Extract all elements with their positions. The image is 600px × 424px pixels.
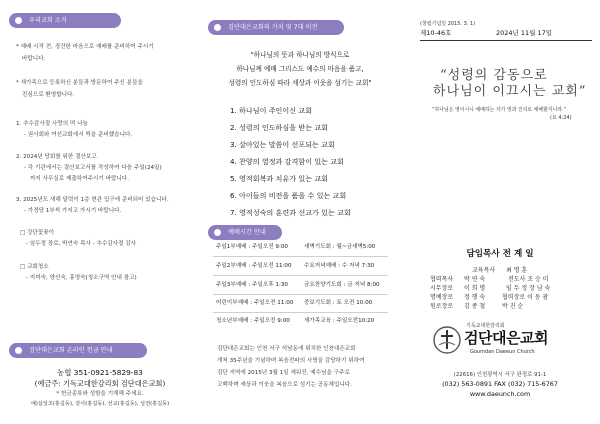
news-line: * 예배 시작 전, 경건한 마음으로 예배를 준비하여 주시기 xyxy=(16,44,154,50)
church-address: (22616) 인천광역시 서구 완정로 91-1 xyxy=(453,372,547,378)
divider xyxy=(213,256,388,257)
about-line: 개척 35주년을 기념하며 복음전파의 사명을 감당하기 위하여 xyxy=(217,358,365,364)
services-header xyxy=(208,225,282,240)
values-intro-line: 성령의 인도하심 따라 세상과 이웃을 섬기는 교회" xyxy=(228,79,372,87)
vision-item: 4. 찬양의 열정과 감격함이 있는 교회 xyxy=(230,157,344,166)
offering-example: 예)십일조(홍길동), 감사(홍길동), 선교(홍길동), 성전(홍길동) xyxy=(30,401,170,407)
bulletin-date: 2024년 11월 17일 xyxy=(496,29,553,37)
staff-name: 최 명 훈 xyxy=(506,267,528,274)
news-line: □ 강단꽃꽂이 xyxy=(20,230,55,236)
church-name-english: Goumdan Daeeun Church xyxy=(470,349,535,355)
service-time: 청소년부예배 : 주일오전 9:00 xyxy=(216,318,290,324)
bullet-icon xyxy=(15,17,22,24)
vision-item: 6. 아이들의 비전을 품을 수 있는 교회 xyxy=(230,191,347,200)
offering-note: * 헌금종류와 성함을 기재해 주세요. xyxy=(56,391,144,397)
staff-name: 정 행 숙 xyxy=(464,294,486,301)
vision-item: 1. 하나님이 주인이신 교회 xyxy=(230,106,313,115)
values-title: 검단대은교회의 가치 및 7대 비전 xyxy=(228,24,318,31)
service-time: 중보기도회 : 토 오전 10:00 xyxy=(304,300,373,306)
divider xyxy=(213,275,388,276)
service-time: 어린이부예배 : 주일오전 11:00 xyxy=(216,300,294,306)
staff-extra: 임 두 정 장 남 숙 xyxy=(506,285,551,292)
service-time: 주일2부예배 : 주일오전 11:00 xyxy=(216,263,292,269)
values-intro-line: "하나님의 뜻과 하나님의 방식으로 xyxy=(250,51,350,59)
services-title: 예배시간 안내 xyxy=(228,229,266,236)
staff-role: 시무장로 xyxy=(430,285,454,292)
service-time: 수요저녁예배 : 수 저녁 7:30 xyxy=(304,263,375,269)
news-title: 우리교회 소식 xyxy=(29,17,67,24)
vision-item: 3. 살아있는 말씀이 선포되는 교회 xyxy=(230,140,335,149)
service-time: 금요찬양기도회 : 금 저녁 8:00 xyxy=(304,282,380,288)
theme-line: “성령의 감동으로 xyxy=(440,68,548,83)
staff-role: 명예장로 xyxy=(430,294,454,301)
news-line: 진심으로 환영합니다. xyxy=(22,92,75,98)
about-line: 검단 지역에 2015년 3월 1일 세워진, 예수님을 구주로 xyxy=(217,370,350,376)
values-intro-line: 하나님께 예배 그리스도 예수의 마음을 품고, xyxy=(236,65,364,73)
senior-pastor: 담임목사 전 계 일 xyxy=(466,249,534,259)
vision-item: 5. 영적회복과 치유가 있는 교회 xyxy=(230,174,329,183)
staff-extra: 박 진 순 xyxy=(502,303,524,310)
scripture-reference: (요 4:24) xyxy=(550,115,572,121)
news-line: - 가정당 1부씩 가지고 가시기 바랍니다. xyxy=(24,208,122,214)
staff-role: 교육목사 xyxy=(472,267,496,274)
vision-item: 7. 영적성숙의 훈련과 선교가 있는 교회 xyxy=(230,208,351,217)
offering-account: 농협 351-0921-5829-83 xyxy=(57,368,143,377)
news-line: - 각 기관에서는 결산보고서를 작성하여 다음 주일(24일) xyxy=(24,165,162,171)
offering-header xyxy=(9,343,147,358)
staff-name: 박 연 숙 xyxy=(464,276,486,283)
staff-role: 원로장로 xyxy=(430,303,454,310)
news-line: 2. 2024년 당회를 위한 결산보고 xyxy=(16,154,97,160)
service-time: 주일1부예배 : 주일오전 9:00 xyxy=(216,244,288,250)
staff-name: 이 희 명 xyxy=(464,285,486,292)
staff-extra: 협력장로 이 동 광 xyxy=(502,294,549,301)
church-name: 검단대은교회 xyxy=(464,329,548,347)
news-line: □ 교회청소 xyxy=(20,264,49,270)
bullet-icon xyxy=(15,347,22,354)
staff-role: 협력목사 xyxy=(430,276,454,283)
news-header xyxy=(9,13,121,28)
bullet-icon xyxy=(214,229,221,236)
denomination: 기독교대한감리회 xyxy=(466,323,505,329)
theme-line: 하나님이 이끄시는 교회” xyxy=(433,84,587,99)
bullet-icon xyxy=(214,24,221,31)
left-panel xyxy=(0,0,200,424)
vision-item: 2. 성령의 인도하심을 받는 교회 xyxy=(230,123,329,132)
news-line: * 새가족으로 등록하신 분들과 방문하여 주신 분들을 xyxy=(16,80,143,86)
about-line: 검단대은교회는 인천 서구 석남동에 위치한 인천대은교회 xyxy=(217,346,356,352)
scripture-verse: “하나님은 영이시니 예배하는 자가 영과 진리로 예배할지니라.” xyxy=(432,107,567,113)
church-logo-icon xyxy=(433,326,461,354)
divider xyxy=(213,312,388,313)
founded-date: (창립기념일 2015. 3. 1) xyxy=(420,21,476,27)
staff-extra: 전도사 조 승 미 xyxy=(508,276,549,283)
values-header xyxy=(208,20,344,35)
news-line: 까지 사무실로 제출하여주시기 바랍니다. xyxy=(30,176,129,182)
service-time: 새벽기도회 : 월~금새벽5:00 xyxy=(304,244,376,250)
news-line: - 권사회와 여선교회에서 떡을 준비했습니다. xyxy=(24,132,133,138)
volume-number: 제10-46호 xyxy=(420,29,452,37)
news-line: - 임두정 장로, 박연숙 목사 - 추수감사절 감사 xyxy=(26,241,137,247)
staff-name: 김 종 철 xyxy=(464,303,486,310)
news-line: 바랍니다. xyxy=(22,56,46,62)
church-website[interactable]: www.daeunch.com xyxy=(469,390,531,398)
divider xyxy=(213,294,388,295)
service-time: 새가족교육 : 주일오전10:20 xyxy=(304,318,375,324)
offering-holder: (예금주: 기독교대한감리회 검단대은교회) xyxy=(34,379,166,388)
header-rule xyxy=(420,40,592,41)
offering-title: 검단대은교회 온라인 헌금 안내 xyxy=(29,347,113,354)
service-time: 주일3부예배 : 주일오후 1:30 xyxy=(216,282,288,288)
news-line: 3. 2025년도 새해 달력이 1층 현관 입구에 준비되어 있습니다. xyxy=(16,197,169,203)
news-line: - 지미숙, 양선숙, 홍영숙(청소구역 안내 참고) xyxy=(26,275,137,281)
about-line: 고백하며 세상과 이웃을 복음으로 섬기는 공동체입니다. xyxy=(217,382,352,388)
news-line: 1. 추수감사절 사랑의 떡 나눔 xyxy=(16,121,88,127)
church-phone: (032) 563-0891 FAX (032) 715-6767 xyxy=(442,380,558,388)
